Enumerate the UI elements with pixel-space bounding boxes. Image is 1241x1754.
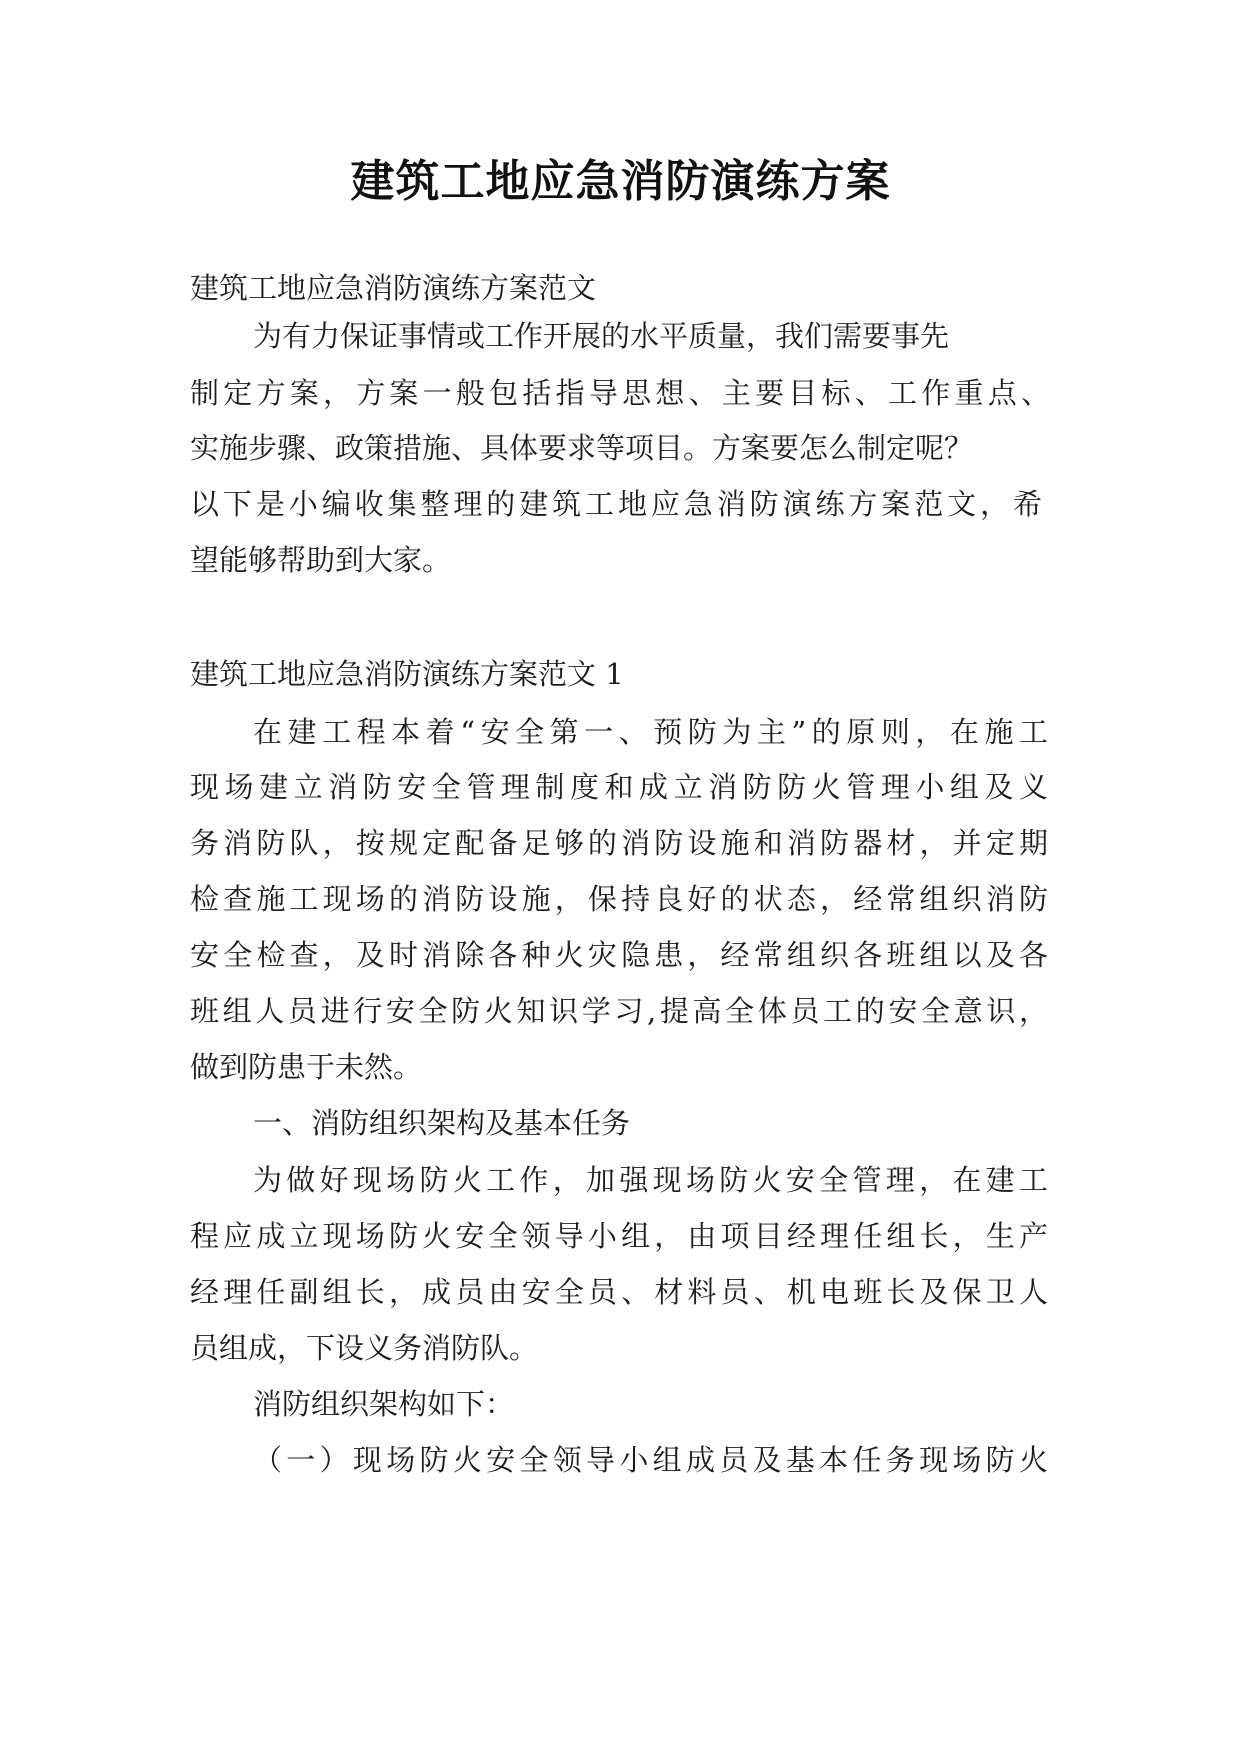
paragraph-line: 做到防患于未然。 <box>190 1050 423 1084</box>
org-intro: 消防组织架构如下： <box>253 1387 515 1421</box>
document-subtitle: 建筑工地应急消防演练方案范文 <box>190 271 597 305</box>
intro-line: 制定方案，方案一般包括指导思想、主要目标、工作重点、 <box>190 376 1050 410</box>
sub-item-heading: （一）现场防火安全领导小组成员及基本任务现场防火 <box>253 1443 1048 1477</box>
paragraph-line: 员组成，下设义务消防队。 <box>190 1331 539 1365</box>
intro-line: 实施步骤、政策措施、具体要求等项目。方案要怎么制定呢？ <box>190 431 974 465</box>
intro-line: 望能够帮助到大家。 <box>190 543 452 577</box>
item-heading: 一、消防组织架构及基本任务 <box>253 1106 631 1140</box>
paragraph-line: 在建工程本着“安全第一、预防为主”的原则，在施工 <box>253 715 1048 749</box>
paragraph-line: 安全检查，及时消除各种火灾隐患，经常组织各班组以及各 <box>190 938 1048 972</box>
paragraph-line: 班组人员进行安全防火知识学习,提高全体员工的安全意识， <box>190 994 1048 1028</box>
paragraph-line: 经理任副组长，成员由安全员、材料员、机电班长及保卫人 <box>190 1275 1048 1309</box>
intro-line: 为有力保证事情或工作开展的水平质量，我们需要事先 <box>253 319 950 353</box>
section-heading: 建筑工地应急消防演练方案范文 1 <box>190 657 624 691</box>
paragraph-line: 检查施工现场的消防设施，保持良好的状态，经常组织消防 <box>190 882 1048 916</box>
paragraph-line: 现场建立消防安全管理制度和成立消防防火管理小组及义 <box>190 770 1048 804</box>
intro-line: 以下是小编收集整理的建筑工地应急消防演练方案范文，希 <box>190 487 1042 521</box>
document-title: 建筑工地应急消防演练方案 <box>350 156 891 207</box>
paragraph-line: 为做好现场防火工作，加强现场防火安全管理，在建工 <box>253 1163 1048 1197</box>
paragraph-line: 程应成立现场防火安全领导小组，由项目经理任组长，生产 <box>190 1219 1048 1253</box>
paragraph-line: 务消防队，按规定配备足够的消防设施和消防器材，并定期 <box>190 826 1048 860</box>
